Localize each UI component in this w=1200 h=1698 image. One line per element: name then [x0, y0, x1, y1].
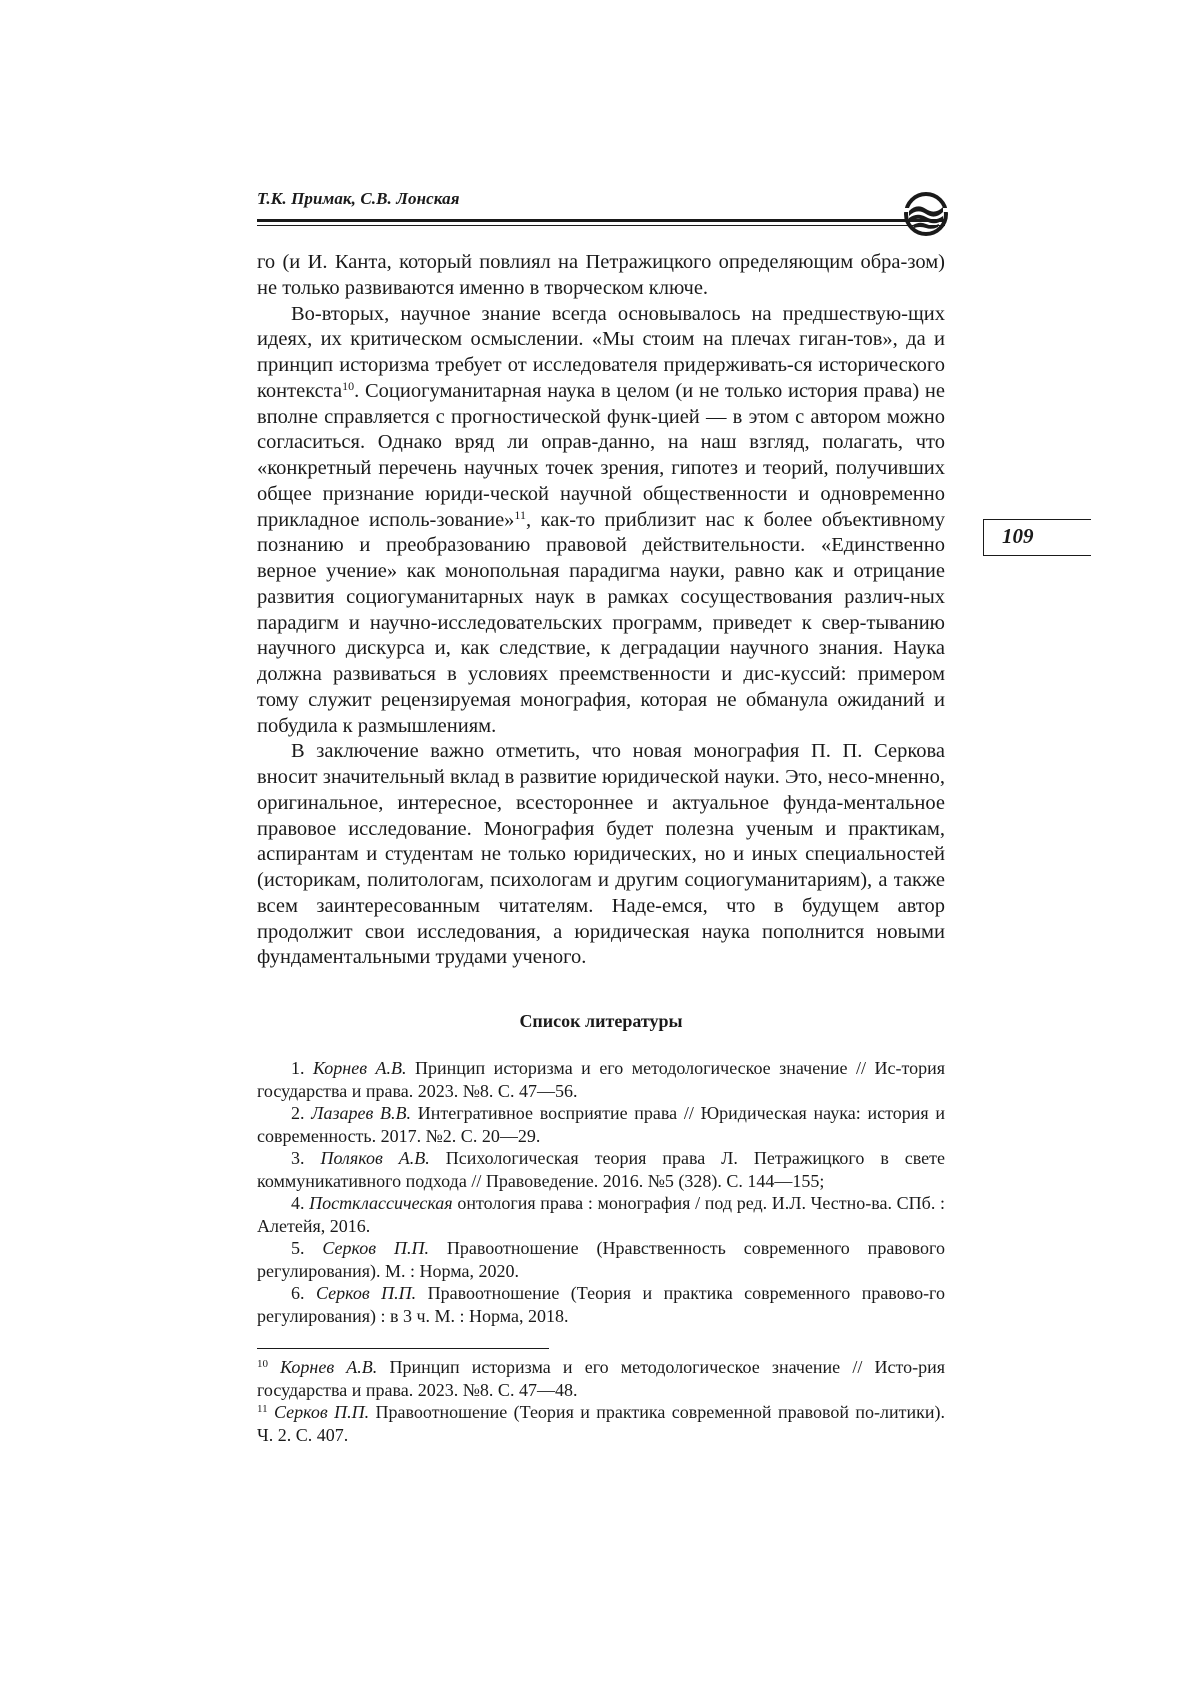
footnote-item: [257, 1356, 945, 1401]
footnote-text: Правоотношение (Теория и практика современной правовой по-литики). Ч. 2. С. 407.: [257, 1402, 945, 1445]
reference-text: Правоотношение (Нравственность современного правового регулирования). М. : Норма, 2020.: [257, 1238, 945, 1281]
footnote-text: Принцип историзма и его методологическое значение // Исто-рия государства и права. 2023. №8. С. 47—48.: [257, 1357, 946, 1400]
reference-text: онтология права : монография / под ред. И.Л. Честно-ва. СПб. : Алетейя, 2016.: [257, 1193, 946, 1236]
reference-number: 4.: [291, 1193, 305, 1213]
reference-item: [257, 1102, 945, 1147]
reference-text: Интегративное восприятие права // Юридическая наука: история и современность. 2017. №2. С. 20—29.: [257, 1103, 945, 1146]
reference-item: [257, 1282, 945, 1327]
reference-item: [257, 1237, 945, 1282]
journal-logo-icon: [903, 191, 949, 237]
references-heading: Список литературы: [519, 1011, 683, 1031]
footnote-separator: [257, 1348, 549, 1349]
reference-author: Серков П.П.: [322, 1238, 429, 1258]
footnote-number: 10: [257, 1358, 268, 1370]
paragraph-text: Во-вторых, научное знание всегда основывалось на предшествую-щих идеях, их критическом осмыслении. «Мы стоим на плечах гиган-тов», да и принцип историзма требует от исследователя придерживать-ся исторического контекста: [257, 302, 945, 402]
paragraph-text: , как-то приблизит нас к более объективному познанию и преобразованию правовой действительности. «Единственно верное учение» как монопольная парадигма науки, равно как и отрицание развития социогуманитарных наук в рамках сосуществования различ-ных парадигм и научно-исследовательских программ, приведет к свер-тыванию научного дискурса и, как следствие, к деградации научного знания. Наука должна развиваться в условиях преемственности и дис-куссий: примером тому служит рецензируемая монография, которая не обманула ожиданий и побудила к размышлениям.: [257, 508, 946, 737]
reference-text: Правоотношение (Теория и практика современного правово-го регулирования) : в 3 ч. М. : Норма, 2018.: [257, 1283, 945, 1326]
footnote-number: 11: [257, 1403, 268, 1415]
footnote-ref-11[interactable]: 11: [514, 507, 526, 522]
reference-item: [257, 1192, 945, 1237]
footnote-author: Серков П.П.: [274, 1402, 370, 1422]
header-rule-thin: [257, 225, 945, 226]
paragraph-second-point: [257, 302, 945, 740]
reference-number: 1.: [291, 1058, 305, 1078]
footnote-author: Корнев А.В.: [280, 1357, 378, 1377]
page-number-box: [983, 519, 1091, 556]
paragraph-conclusion: [257, 739, 945, 971]
footnote-ref-10[interactable]: 10: [342, 378, 355, 393]
reference-item: [257, 1147, 945, 1192]
reference-number: 3.: [291, 1148, 305, 1168]
reference-author: Серков П.П.: [315, 1283, 417, 1303]
footnotes: [257, 1356, 945, 1446]
reference-text: Психологическая теория права Л. Петражицкого в свете коммуникативного подхода // Правоведение. 2016. №5 (328). С. 144—155;: [257, 1148, 946, 1191]
reference-item: [257, 1057, 945, 1102]
references-list: [257, 1057, 945, 1327]
reference-number: 6.: [291, 1283, 305, 1303]
paragraph-continuation: [257, 250, 945, 302]
footnote-item: [257, 1401, 945, 1446]
body-text: [257, 250, 945, 971]
paragraph-text: В заключение важно отметить, что новая монография П. П. Серкова вносит значительный вклад в развитие юридической науки. Это, несо-мненно, оригинальное, интересное, всестороннее и актуальное фунда-ментальное правовое исследование. Монография будет полезна ученым и практикам, аспирантам и студентам не только юридических, но и иных специальностей (историкам, политологам, психологам и другим социогуманитариям), а также всем заинтересованным читателям. Наде-емся, что в будущем автор продолжит свои исследования, а юридическая наука пополнится новыми фундаментальными трудами ученого.: [257, 740, 945, 969]
reference-author: Лазарев В.В.: [311, 1103, 411, 1123]
paragraph-text: . Социогуманитарная наука в целом (и не только история права) не вполне справляется с прогностической функ-цией — в этом с автором можно согласиться. Однако вряд ли оправ-данно, на наш взгляд, полагать, что «конкретный перечень научных точек зрения, гипотез и теорий, получивших общее признание юриди-ческой научной общественности и одновременно прикладное исполь-зование»: [257, 379, 945, 531]
reference-author: Корнев А.В.: [313, 1058, 407, 1078]
paragraph-text: го (и И. Канта, который повлиял на Петражицкого определяющим обра-зом) не только развиваются именно в творческом ключе.: [257, 251, 945, 299]
reference-number: 5.: [291, 1238, 305, 1258]
reference-author: Постклассическая: [309, 1193, 453, 1213]
reference-author: Поляков А.В.: [320, 1148, 430, 1168]
reference-number: 2.: [291, 1103, 305, 1123]
reference-text: Принцип историзма и его методологическое значение // Ис-тория государства и права. 2023. №8. С. 47—56.: [257, 1058, 946, 1101]
page-number: 109: [1002, 524, 1034, 548]
running-head: Т.К. Примак, С.В. Лонская: [257, 189, 460, 208]
header-rule-thick: [257, 219, 945, 222]
